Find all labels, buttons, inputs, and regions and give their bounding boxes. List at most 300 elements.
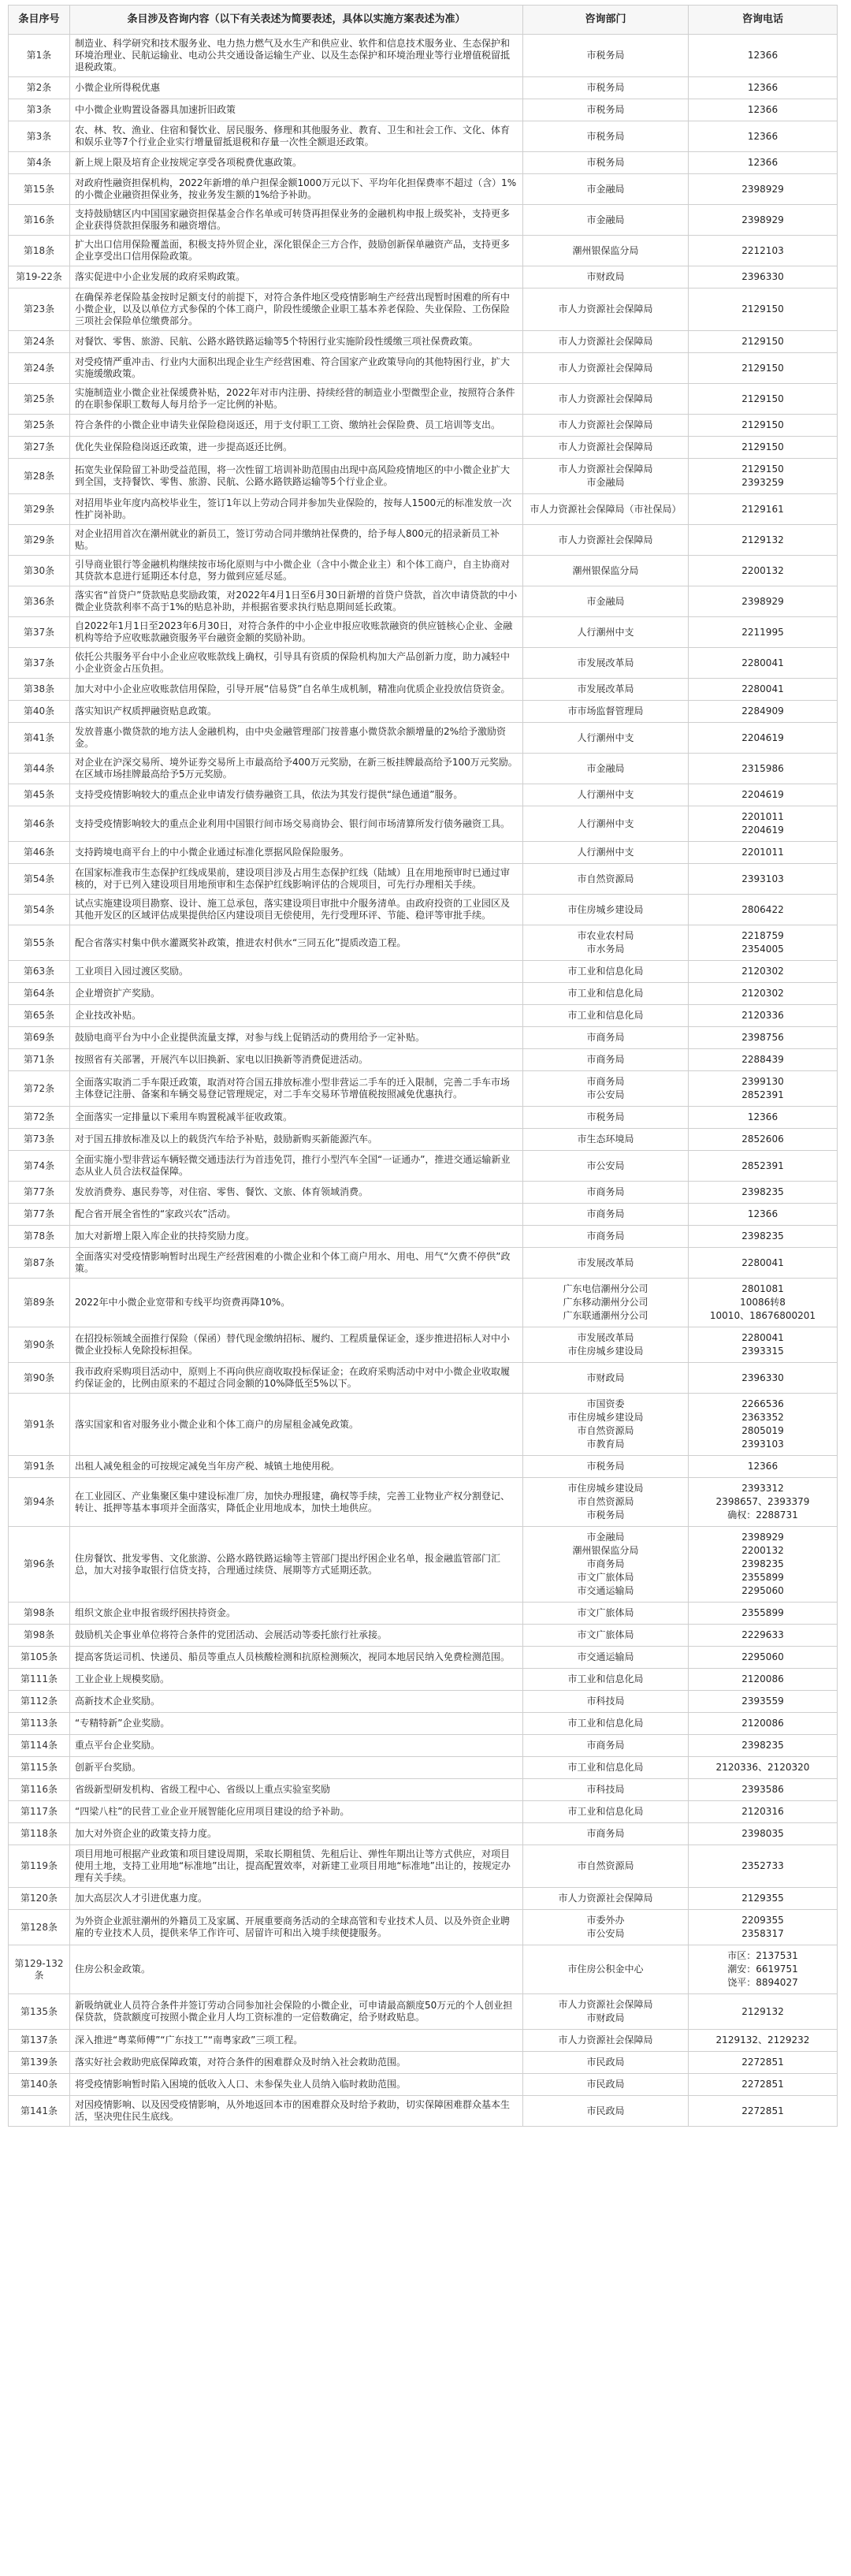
phone-cell [689, 2052, 838, 2074]
item-description: 全面落实取消二手车限迁政策，取消对符合国五排放标准小型非营运二手车的迁入限制，完善二手车市场主体登记注册、备案和车辆交易登记管理规定，对二手车交易环节增值税按照减免优惠执行。 [70, 1071, 523, 1107]
table-row [9, 925, 838, 961]
item-number: 第1条 [9, 35, 70, 77]
department-name: 市自然资源局 [577, 1425, 634, 1436]
department-cell [523, 1669, 689, 1691]
table-row [9, 353, 838, 384]
department-name: 市人力资源社会保障局 [558, 393, 653, 404]
department-name: 市税务局 [586, 1111, 625, 1122]
department-cell [523, 2096, 689, 2127]
phone-number: 2355899 [741, 1607, 784, 1618]
item-number: 第41条 [9, 723, 70, 754]
department-name: 市人力资源社会保障局 [558, 441, 653, 452]
department-name: 市发展改革局 [577, 657, 634, 668]
phone-number: 2398657、2393379 [715, 1496, 810, 1507]
department-cell [523, 1248, 689, 1279]
phone-number: 2129161 [741, 503, 784, 515]
phone-number: 2295060 [741, 1585, 784, 1596]
phone-number: 2398235 [741, 1740, 784, 1751]
item-description: 提高客货运司机、快递员、船员等重点人员核酸检测和抗原检测频次，视同本地居民纳入免费检测范围。 [70, 1647, 523, 1669]
department-cell [523, 437, 689, 459]
phone-cell [689, 925, 838, 961]
phone-cell [689, 353, 838, 384]
department-name: 市自然资源局 [577, 1860, 634, 1871]
phone-cell [689, 1669, 838, 1691]
phone-number: 2200132 [741, 564, 784, 576]
department-name: 市工业和信息化局 [567, 988, 644, 999]
department-name: 市发展改革局 [577, 683, 634, 694]
item-description: 发放普惠小微贷款的地方法人金融机构，由中央金融管理部门按普惠小微贷款余额增量的2%给予激励资金。 [70, 723, 523, 754]
item-number: 第46条 [9, 806, 70, 842]
department-name: 市工业和信息化局 [567, 1718, 644, 1729]
phone-cell [689, 415, 838, 437]
department-cell [523, 895, 689, 925]
item-number: 第2条 [9, 77, 70, 99]
table-row [9, 437, 838, 459]
item-number: 第115条 [9, 1757, 70, 1779]
department-cell [523, 1757, 689, 1779]
phone-cell [689, 1363, 838, 1394]
item-number: 第77条 [9, 1204, 70, 1226]
item-number: 第91条 [9, 1394, 70, 1456]
table-row [9, 1363, 838, 1394]
item-number: 第69条 [9, 1027, 70, 1049]
phone-number: 2280041 [741, 1332, 784, 1343]
item-number: 第90条 [9, 1363, 70, 1394]
item-description: 新上规上限及培育企业按规定享受各项税费优惠政策。 [70, 152, 523, 174]
item-description: 落实知识产权质押融资贴息政策。 [70, 701, 523, 723]
department-cell [523, 1823, 689, 1845]
department-cell [523, 1735, 689, 1757]
phone-cell [689, 586, 838, 617]
phone-number: 2212103 [741, 244, 784, 256]
phone-cell [689, 152, 838, 174]
item-description: 依托公共服务平台中小企业应收账款线上确权，引导具有资质的保险机构加大产品创新力度，助力减轻中小企业资金占压负担。 [70, 648, 523, 679]
phone-number: 2272851 [741, 2057, 784, 2068]
department-name: 市税务局 [586, 130, 625, 142]
table-row [9, 1049, 838, 1071]
item-description: 加大对中小企业应收账款信用保险，引导开展“信易贷”自名单生成机制，精准向优质企业投放信贷资金。 [70, 679, 523, 701]
department-name: 市工业和信息化局 [567, 966, 644, 977]
phone-cell [689, 1823, 838, 1845]
item-description: 为外资企业派驻潮州的外籍员工及家属、开展重要商务活动的全球高管和专业技术人员、以及外资企业聘雇的专业技术人员，提供来华工作许可、居留许可和出入境手续便捷服务。 [70, 1910, 523, 1945]
phone-number: 确权：2288731 [727, 1509, 798, 1521]
phone-cell [689, 1478, 838, 1527]
department-cell [523, 1182, 689, 1204]
department-name: 市税务局 [586, 1461, 625, 1472]
phone-cell [689, 842, 838, 864]
department-name: 市商务局 [586, 1740, 625, 1751]
department-cell [523, 864, 689, 895]
phone-number: 2398929 [741, 1532, 784, 1543]
table-row [9, 288, 838, 331]
item-number: 第118条 [9, 1823, 70, 1845]
table-row [9, 1005, 838, 1027]
department-name: 市工业和信息化局 [567, 1762, 644, 1773]
item-description: 项目用地可根据产业政策和项目建设周期，采取长期租赁、先租后让、弹性年期出让等方式供应，对项目使用土地，支持工业用地“标准地”出让，提高配置效率，对新建工业项目用地“标准地”出让的，按规定办理有关手续。 [70, 1845, 523, 1888]
phone-number: 2209355 [741, 1915, 784, 1926]
table-row [9, 1691, 838, 1713]
department-cell [523, 1226, 689, 1248]
phone-number: 市区：2137531 [727, 1950, 798, 1961]
phone-cell [689, 174, 838, 205]
table-row [9, 895, 838, 925]
table-row [9, 1945, 838, 1994]
phone-number: 2398235 [741, 1186, 784, 1197]
phone-number: 2852606 [741, 1134, 784, 1145]
table-row [9, 331, 838, 353]
item-description: 落实好社会救助兜底保障政策，对符合条件的困难群众及时纳入社会救助范围。 [70, 2052, 523, 2074]
item-description: 发放消费券、惠民券等，对住宿、零售、餐饮、文旅、体育领域消费。 [70, 1182, 523, 1204]
department-name: 市人力资源社会保障局 [558, 419, 653, 430]
item-number: 第29条 [9, 494, 70, 525]
item-number: 第16条 [9, 205, 70, 236]
department-name: 市工业和信息化局 [567, 1806, 644, 1817]
phone-number: 2204619 [741, 825, 784, 836]
department-name: 人行潮州中支 [577, 789, 634, 800]
department-name: 市公安局 [586, 1928, 625, 1939]
department-cell [523, 152, 689, 174]
phone-number: 2129150 [741, 303, 784, 315]
item-description: “四梁八柱”的民营工业企业开展智能化应用项目建设的给予补助。 [70, 1801, 523, 1823]
table-row [9, 1204, 838, 1226]
item-number: 第89条 [9, 1279, 70, 1327]
phone-number: 2398235 [741, 1230, 784, 1241]
table-row [9, 617, 838, 648]
phone-number: 12366 [747, 1111, 779, 1122]
department-cell [523, 1647, 689, 1669]
header-row [9, 6, 838, 35]
table-row [9, 1027, 838, 1049]
item-number: 第40条 [9, 701, 70, 723]
department-cell [523, 1027, 689, 1049]
department-cell [523, 2030, 689, 2052]
phone-number: 2280041 [741, 657, 784, 668]
table-row [9, 459, 838, 494]
department-name: 市民政局 [586, 2079, 625, 2090]
department-name: 广东移动潮州分公司 [563, 1297, 648, 1308]
phone-number: 2399130 [741, 1076, 784, 1087]
phone-number: 饶平：8894027 [727, 1977, 798, 1988]
phone-cell [689, 1647, 838, 1669]
phone-number: 2204619 [741, 731, 784, 743]
phone-number: 2201011 [741, 811, 784, 822]
table-row [9, 1151, 838, 1182]
department-name: 市住房公积金中心 [567, 1964, 644, 1975]
department-cell [523, 754, 689, 784]
phone-number: 2280041 [741, 683, 784, 694]
table-row [9, 2096, 838, 2127]
department-name: 市财政局 [586, 1372, 625, 1383]
department-name: 市财政局 [586, 2012, 625, 2023]
phone-cell [689, 288, 838, 331]
department-name: 市自然资源局 [577, 873, 634, 884]
item-description: 鼓励机关企事业单位将符合条件的党团活动、会展活动等委托旅行社承接。 [70, 1625, 523, 1647]
department-name: 市商务局 [586, 1054, 625, 1065]
phone-number: 2393259 [741, 477, 784, 488]
item-description: 制造业、科学研究和技术服务业、电力热力燃气及水生产和供应业、软件和信息技术服务业、生态保护和环境治理业、民航运输业、电动公共交通设备运输生产业、以及生态保护和环境治理业等行业增值税留抵退税政策。 [70, 35, 523, 77]
table-row [9, 1801, 838, 1823]
item-description: 对企业在沪深交易所、境外证券交易所上市最高给予400万元奖励，在新三板挂牌最高给予100万元奖励。在区域市场挂牌最高给予5万元奖励。 [70, 754, 523, 784]
item-number: 第3条 [9, 121, 70, 152]
header-department: 咨询部门 [523, 6, 689, 35]
phone-cell [689, 895, 838, 925]
phone-number: 2284909 [741, 705, 784, 717]
phone-number: 2229633 [741, 1629, 784, 1640]
phone-cell [689, 617, 838, 648]
table-row [9, 586, 838, 617]
table-row [9, 494, 838, 525]
phone-cell [689, 1027, 838, 1049]
department-cell [523, 459, 689, 494]
phone-number: 2363352 [741, 1412, 784, 1423]
phone-cell [689, 121, 838, 152]
department-name: 潮州银保监分局 [572, 1545, 639, 1556]
phone-cell [689, 494, 838, 525]
phone-cell [689, 384, 838, 415]
department-name: 市金融局 [586, 183, 625, 195]
department-cell [523, 525, 689, 556]
item-number: 第37条 [9, 617, 70, 648]
item-description: 企业技改补贴。 [70, 1005, 523, 1027]
item-number: 第77条 [9, 1182, 70, 1204]
table-row [9, 77, 838, 99]
department-cell [523, 1327, 689, 1363]
phone-cell [689, 525, 838, 556]
item-description: 加大高层次人才引进优惠力度。 [70, 1888, 523, 1910]
table-row [9, 152, 838, 174]
phone-number: 2393586 [741, 1784, 784, 1795]
department-cell [523, 1994, 689, 2030]
table-row [9, 1757, 838, 1779]
department-cell [523, 1071, 689, 1107]
department-name: 市金融局 [586, 595, 625, 607]
department-name: 市交通运输局 [577, 1651, 634, 1662]
phone-cell [689, 1129, 838, 1151]
item-number: 第117条 [9, 1801, 70, 1823]
phone-number: 2398929 [741, 595, 784, 607]
item-description: 全面落实一定排量以下乘用车购置税减半征收政策。 [70, 1107, 523, 1129]
phone-cell [689, 961, 838, 983]
department-name: 市商务局 [586, 1828, 625, 1839]
phone-cell [689, 1735, 838, 1757]
table-row [9, 983, 838, 1005]
item-number: 第27条 [9, 437, 70, 459]
table-row [9, 1713, 838, 1735]
department-name: 市科技局 [586, 1696, 625, 1707]
department-name: 市商务局 [586, 1558, 625, 1569]
item-description: 全面落实对受疫情影响暂时出现生产经营困难的小微企业和个体工商户用水、用电、用气“欠费不停供”政策。 [70, 1248, 523, 1279]
table-row [9, 2052, 838, 2074]
department-name: 市金融局 [586, 477, 625, 488]
item-description: 我市政府采购项目活动中，原则上不再向供应商收取投标保证金；在政府采购活动中对中小微企业收取履约保证金的，比例由原来的不超过合同金额的10%降低至5%以下。 [70, 1363, 523, 1394]
item-description: 支持受疫情影响较大的重点企业利用中国银行间市场交易商协会、银行间市场清算所发行债务融资工具。 [70, 806, 523, 842]
department-name: 市农业农村局 [577, 930, 634, 941]
phone-number: 2129150 [741, 419, 784, 430]
table-row [9, 1779, 838, 1801]
department-name: 市人力资源社会保障局 [558, 362, 653, 374]
phone-number: 2396330 [741, 271, 784, 282]
phone-number: 2120086 [741, 1673, 784, 1684]
department-cell [523, 35, 689, 77]
item-number: 第18条 [9, 236, 70, 266]
phone-cell [689, 1527, 838, 1603]
item-number: 第141条 [9, 2096, 70, 2127]
phone-number: 2398929 [741, 214, 784, 225]
department-cell [523, 494, 689, 525]
department-cell [523, 1279, 689, 1327]
department-name: 人行潮州中支 [577, 626, 634, 638]
item-number: 第114条 [9, 1735, 70, 1757]
department-name: 市税务局 [586, 104, 625, 115]
department-name: 潮州银保监分局 [572, 244, 639, 256]
department-name: 市人力资源社会保障局（市社保局） [530, 503, 682, 515]
item-description: 住房公积金政策。 [70, 1945, 523, 1994]
phone-number: 2280041 [741, 1256, 784, 1268]
phone-cell [689, 556, 838, 586]
phone-cell [689, 2074, 838, 2096]
phone-cell [689, 806, 838, 842]
phone-cell [689, 1248, 838, 1279]
item-number: 第113条 [9, 1713, 70, 1735]
table-row [9, 1248, 838, 1279]
phone-cell [689, 1603, 838, 1625]
item-number: 第91条 [9, 1456, 70, 1478]
department-name: 人行潮州中支 [577, 817, 634, 829]
item-number: 第71条 [9, 1049, 70, 1071]
table-row [9, 648, 838, 679]
department-cell [523, 99, 689, 121]
phone-number: 10086转8 [740, 1297, 786, 1308]
department-cell [523, 1049, 689, 1071]
item-number: 第54条 [9, 864, 70, 895]
phone-cell [689, 1071, 838, 1107]
table-row [9, 1647, 838, 1669]
table-row [9, 1625, 838, 1647]
phone-number: 潮安：6619751 [727, 1964, 798, 1975]
item-description: 省级新型研发机构、省级工程中心、省级以上重点实验室奖励 [70, 1779, 523, 1801]
phone-number: 12366 [747, 1461, 779, 1472]
item-number: 第64条 [9, 983, 70, 1005]
department-cell [523, 1394, 689, 1456]
phone-number: 12366 [747, 1208, 779, 1219]
table-row [9, 121, 838, 152]
item-description: 重点平台企业奖励。 [70, 1735, 523, 1757]
department-name: 市人力资源社会保障局 [558, 336, 653, 347]
item-description: 加大对外资企业的政策支持力度。 [70, 1823, 523, 1845]
table-row [9, 864, 838, 895]
phone-number: 2805019 [741, 1425, 784, 1436]
table-body [9, 35, 838, 2127]
department-cell [523, 121, 689, 152]
table-row [9, 2074, 838, 2096]
phone-number: 2396330 [741, 1372, 784, 1383]
department-name: 市国资委 [586, 1398, 625, 1409]
phone-cell [689, 1779, 838, 1801]
department-cell [523, 174, 689, 205]
phone-cell [689, 1945, 838, 1994]
table-header [9, 6, 838, 35]
table-row [9, 806, 838, 842]
item-number: 第96条 [9, 1527, 70, 1603]
item-description: 在国家标准我市生态保护红线成果前，建设项目涉及占用生态保护红线（陆域）且在用地预审时已通过审核的，对于已列入建设项目用地预审和生态保护红线影响评估的合规项目，可先行办理相关手续。 [70, 864, 523, 895]
item-number: 第74条 [9, 1151, 70, 1182]
phone-number: 12366 [747, 130, 779, 142]
department-cell [523, 648, 689, 679]
phone-number: 2355899 [741, 1572, 784, 1583]
department-cell [523, 842, 689, 864]
item-description: 创新平台奖励。 [70, 1757, 523, 1779]
phone-cell [689, 679, 838, 701]
table-row [9, 1226, 838, 1248]
item-description: 鼓励电商平台为中小企业提供流量支撑，对参与线上促销活动的费用给予一定补贴。 [70, 1027, 523, 1049]
table-row [9, 1327, 838, 1363]
item-description: 优化失业保险稳岗返还政策，进一步提高返还比例。 [70, 437, 523, 459]
item-number: 第98条 [9, 1625, 70, 1647]
item-number: 第55条 [9, 925, 70, 961]
item-number: 第28条 [9, 459, 70, 494]
phone-cell [689, 701, 838, 723]
phone-number: 2398235 [741, 1558, 784, 1569]
item-description: 在确保养老保险基金按时足额支付的前提下，对符合条件地区受疫情影响生产经营出现暂时困难的所有中小微企业，以及以单位方式参保的个体工商户，阶段性缓缴企业职工基本养老保险、失业保险、工伤保险三项社会保险单位缴费部分。 [70, 288, 523, 331]
table-row [9, 1888, 838, 1910]
phone-number: 2129132 [741, 534, 784, 545]
item-number: 第44条 [9, 754, 70, 784]
phone-number: 2272851 [741, 2079, 784, 2090]
item-description: 符合条件的小微企业申请失业保险稳岗返还，用于支付职工工资、缴纳社会保险费、员工培训等支出。 [70, 415, 523, 437]
department-cell [523, 961, 689, 983]
item-number: 第98条 [9, 1603, 70, 1625]
department-name: 市商务局 [586, 1230, 625, 1241]
department-name: 市民政局 [586, 2057, 625, 2068]
phone-cell [689, 864, 838, 895]
item-description: 按照省有关部署，开展汽车以旧换新、家电以旧换新等消费促进活动。 [70, 1049, 523, 1071]
page [8, 0, 843, 2127]
department-name: 市生态环境局 [577, 1134, 634, 1145]
table-row [9, 701, 838, 723]
phone-number: 2393559 [741, 1696, 784, 1707]
department-name: 市住房城乡建设局 [567, 1346, 644, 1357]
item-number: 第23条 [9, 288, 70, 331]
department-name: 市文广旅体局 [577, 1572, 634, 1583]
phone-cell [689, 35, 838, 77]
phone-number: 2204619 [741, 789, 784, 800]
table-row [9, 1527, 838, 1603]
item-number: 第24条 [9, 353, 70, 384]
phone-number: 2211995 [741, 626, 784, 638]
item-number: 第29条 [9, 525, 70, 556]
department-name: 市商务局 [586, 1076, 625, 1087]
department-cell [523, 1625, 689, 1647]
department-name: 人行潮州中支 [577, 731, 634, 743]
item-number: 第139条 [9, 2052, 70, 2074]
phone-number: 2129150 [741, 463, 784, 475]
phone-cell [689, 1910, 838, 1945]
department-name: 市商务局 [586, 1208, 625, 1219]
phone-cell [689, 236, 838, 266]
item-number: 第38条 [9, 679, 70, 701]
item-number: 第4条 [9, 152, 70, 174]
table-row [9, 1456, 838, 1478]
department-name: 市税务局 [586, 82, 625, 93]
phone-number: 2852391 [741, 1089, 784, 1100]
phone-number: 2398756 [741, 1032, 784, 1043]
item-number: 第37条 [9, 648, 70, 679]
item-number: 第94条 [9, 1478, 70, 1527]
item-description: 落实国家和省对服务业小微企业和个体工商户的房屋租金减免政策。 [70, 1394, 523, 1456]
department-cell [523, 1603, 689, 1625]
table-row [9, 556, 838, 586]
item-number: 第135条 [9, 1994, 70, 2030]
